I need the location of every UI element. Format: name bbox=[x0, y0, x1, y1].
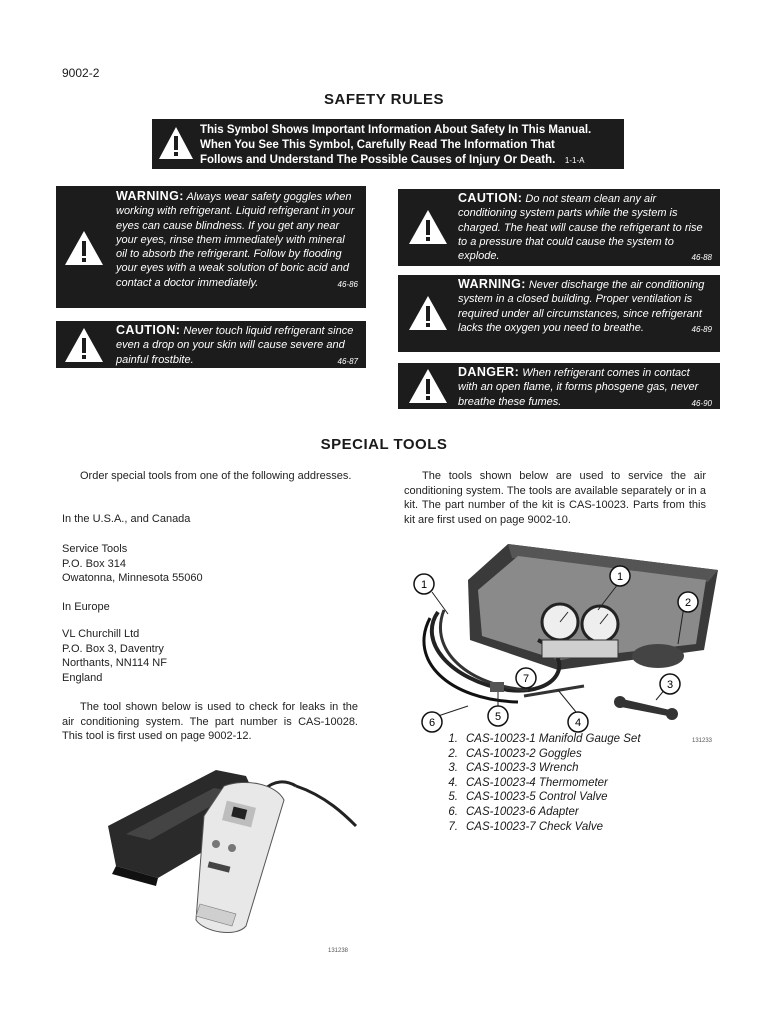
warning-goggles-box bbox=[56, 186, 366, 308]
leak-detector-photo bbox=[96, 756, 364, 956]
callout-label: 5 bbox=[494, 711, 502, 723]
europe-label: In Europe bbox=[62, 601, 110, 613]
europe-address: VL Churchill Ltd P.O. Box 3, Daventry Northants, NN114 NF England bbox=[62, 628, 167, 684]
list-item: 2. CAS-10023-2 Goggles bbox=[448, 747, 582, 760]
safety-intro-box bbox=[152, 119, 624, 169]
kit-text: The tools shown below are used to service the air conditioning system. The tools are available separately or in a kit. The part number of the kit is CAS-10023. Parts from this kit are first used on page 9002-10. bbox=[404, 470, 706, 526]
safety-intro-text: This Symbol Shows Important Information About Safety In This Manual. When You See This Symbol, Carefully Read The Information That Follows and Understand The Possible Causes of Injury Or Death. 1-1-A bbox=[200, 124, 592, 166]
warning-triangle-icon bbox=[408, 295, 448, 331]
list-item: 4. CAS-10023-4 Thermometer bbox=[448, 776, 608, 789]
usa-label: In the U.S.A., and Canada bbox=[62, 513, 191, 525]
list-item: 5. CAS-10023-5 Control Valve bbox=[448, 791, 608, 804]
list-item: 1. CAS-10023-1 Manifold Gauge Set bbox=[448, 733, 641, 745]
order-text: Order special tools from one of the following addresses. bbox=[80, 470, 352, 482]
callout-label: 7 bbox=[522, 673, 530, 685]
warning-triangle-icon bbox=[408, 209, 448, 245]
list-item: 7. CAS-10023-7 Check Valve bbox=[448, 820, 604, 833]
manifold-kit-photo bbox=[408, 540, 720, 736]
list-item: 6. CAS-10023-6 Adapter bbox=[448, 805, 579, 818]
figure-number-left: 131238 bbox=[328, 948, 349, 954]
caution-steam-box bbox=[398, 189, 720, 266]
callout-label: 6 bbox=[428, 717, 436, 729]
warning-triangle-icon bbox=[408, 368, 448, 404]
danger-flame-text: DANGER: When refrigerant comes in contact with an open flame, it forms phosgene gas, never breathe these fumes. 46-90 bbox=[458, 365, 712, 408]
danger-flame-box bbox=[398, 363, 720, 409]
special-tools-heading: SPECIAL TOOLS bbox=[320, 436, 448, 453]
warning-triangle-icon bbox=[64, 230, 104, 266]
safety-rules-heading: SAFETY RULES bbox=[324, 91, 444, 108]
callout-label: 1 bbox=[420, 579, 428, 591]
leak-detector-text: The tool shown below is used to check for leaks in the air conditioning system. The part number is CAS-10028. This tool is first used on page 9002-12. bbox=[62, 701, 358, 742]
warning-triangle-icon bbox=[158, 126, 194, 160]
figure-number-right: 131233 bbox=[692, 738, 713, 744]
callout-label: 2 bbox=[684, 597, 692, 609]
caution-steam-text: CAUTION: Do not steam clean any air conditioning system parts while the system is charged. The heat will cause the refrigerant to rise to a pressure that could cause the system to explode. 46-88 bbox=[458, 191, 712, 263]
warning-discharge-text: WARNING: Never discharge the air conditioning system in a closed building. Proper ventilation is required under all circumstances, since refrigerant lacks the oxygen you need to breathe. 46-89 bbox=[458, 277, 712, 334]
page-number: 9002-2 bbox=[62, 66, 100, 80]
callout-label: 3 bbox=[666, 679, 674, 691]
list-item: 3. CAS-10023-3 Wrench bbox=[448, 762, 579, 775]
caution-liquid-box bbox=[56, 321, 366, 368]
warning-triangle-icon bbox=[64, 327, 104, 363]
callout-label: 4 bbox=[574, 717, 582, 729]
callout-label: 1 bbox=[616, 571, 624, 583]
usa-address: Service Tools P.O. Box 314 Owatonna, Minnesota 55060 bbox=[62, 543, 203, 584]
parts-list bbox=[432, 732, 641, 834]
warning-goggles-text: WARNING: Always wear safety goggles when working with refrigerant. Liquid refrigerant in your eyes can cause blindness. If you get any near your eyes, rinse them immediately with mineral oil to absorb the refrigerant. Follow by flooding your eyes with a weak solution of boric acid and contact a doctor immediately. 46-86 bbox=[116, 189, 358, 289]
warning-discharge-box bbox=[398, 275, 720, 352]
caution-liquid-text: CAUTION: Never touch liquid refrigerant since even a drop on your skin will cause severe and painful frostbite. 46-87 bbox=[116, 323, 358, 366]
